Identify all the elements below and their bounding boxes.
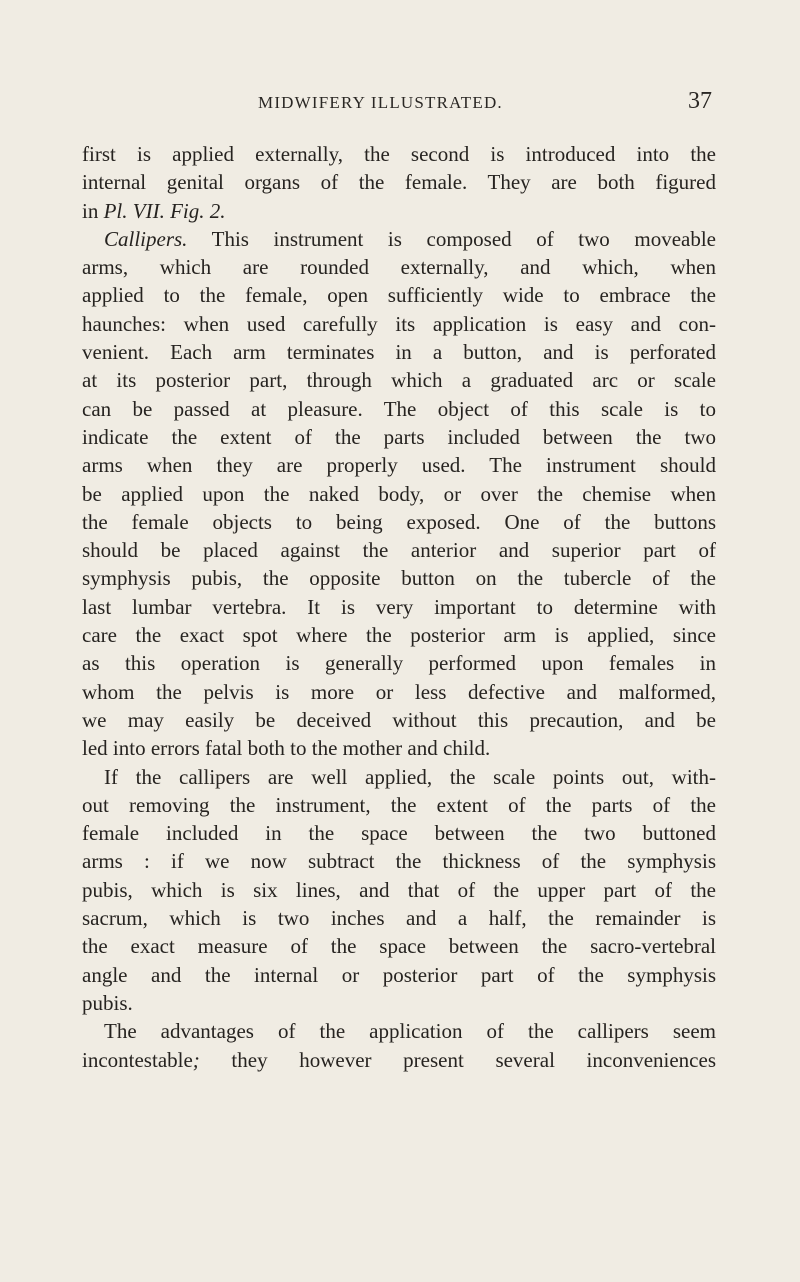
text-line: as this operation is generally performed upon females in <box>82 651 716 676</box>
text-line: The advantages of the application of the callipers seem <box>104 1019 716 1044</box>
text-line: haunches: when used carefully its application is easy and con- <box>82 311 716 336</box>
text-line: indicate the extent of the parts included between the two <box>82 424 716 449</box>
text-line <box>82 197 716 225</box>
text-line: the female objects to being exposed. One of the buttons <box>82 509 716 534</box>
body-text <box>82 140 716 1074</box>
text-line: internal genital organs of the female. They are both figured <box>82 170 716 195</box>
running-head: MIDWIFERY ILLUSTRATED. <box>258 93 503 112</box>
text-line: arms : if we now subtract the thickness of the symphysis <box>82 849 716 874</box>
page-number: 37 <box>688 88 712 114</box>
line-text: incontestable <box>82 1047 193 1072</box>
text-line: pubis. <box>82 990 133 1015</box>
line-text-italic: ; <box>192 1047 200 1072</box>
text-line: at its posterior part, through which a graduated arc or scale <box>82 368 716 393</box>
text-line: venient. Each arm terminates in a button, and is perforated <box>82 340 716 365</box>
text-line: pubis, which is six lines, and that of the upper part of the <box>82 877 716 902</box>
text-line: first is applied externally, the second is introduced into the <box>82 142 716 166</box>
text-line: be applied upon the naked body, or over the chemise when <box>82 481 716 506</box>
text-line: arms, which are rounded externally, and which, when <box>82 255 716 280</box>
text-line: we may easily be deceived without this precaution, and be <box>82 707 716 732</box>
text-line <box>82 1046 716 1074</box>
text-line: female included in the space between the two buttoned <box>82 821 716 846</box>
text-line: out removing the instrument, the extent of the parts of the <box>82 792 716 817</box>
text-line: the exact measure of the space between the sacro-vertebral <box>82 934 716 959</box>
figure-reference: Pl. VII. Fig. 2. <box>103 198 226 223</box>
text-line: can be passed at pleasure. The object of this scale is to <box>82 396 716 421</box>
text-line: should be placed against the anterior and superior part of <box>82 538 716 563</box>
section-heading-callipers: Callipers. <box>104 226 188 251</box>
line-text: they however present several inconveniences <box>199 1047 716 1072</box>
text-line: last lumbar vertebra. It is very important to determine with <box>82 594 716 619</box>
line-text: in <box>82 198 104 223</box>
text-line: symphysis pubis, the opposite button on the tubercle of the <box>82 566 716 591</box>
text-line: arms when they are properly used. The instrument should <box>82 453 716 478</box>
text-line: led into errors fatal both to the mother and child. <box>82 736 491 761</box>
text-line: angle and the internal or posterior part of the symphysis <box>82 962 716 987</box>
text-line: If the callipers are well applied, the scale points out, with- <box>104 764 716 789</box>
text-line <box>82 225 716 253</box>
text-line: sacrum, which is two inches and a half, the remainder is <box>82 906 716 931</box>
text-line: whom the pelvis is more or less defective and malformed, <box>82 679 716 704</box>
line-text: This instrument is composed of two moveable <box>187 226 716 251</box>
page-header <box>0 90 800 120</box>
text-line: care the exact spot where the posterior arm is applied, since <box>82 623 716 648</box>
text-line: applied to the female, open sufficiently wide to embrace the <box>82 283 716 308</box>
